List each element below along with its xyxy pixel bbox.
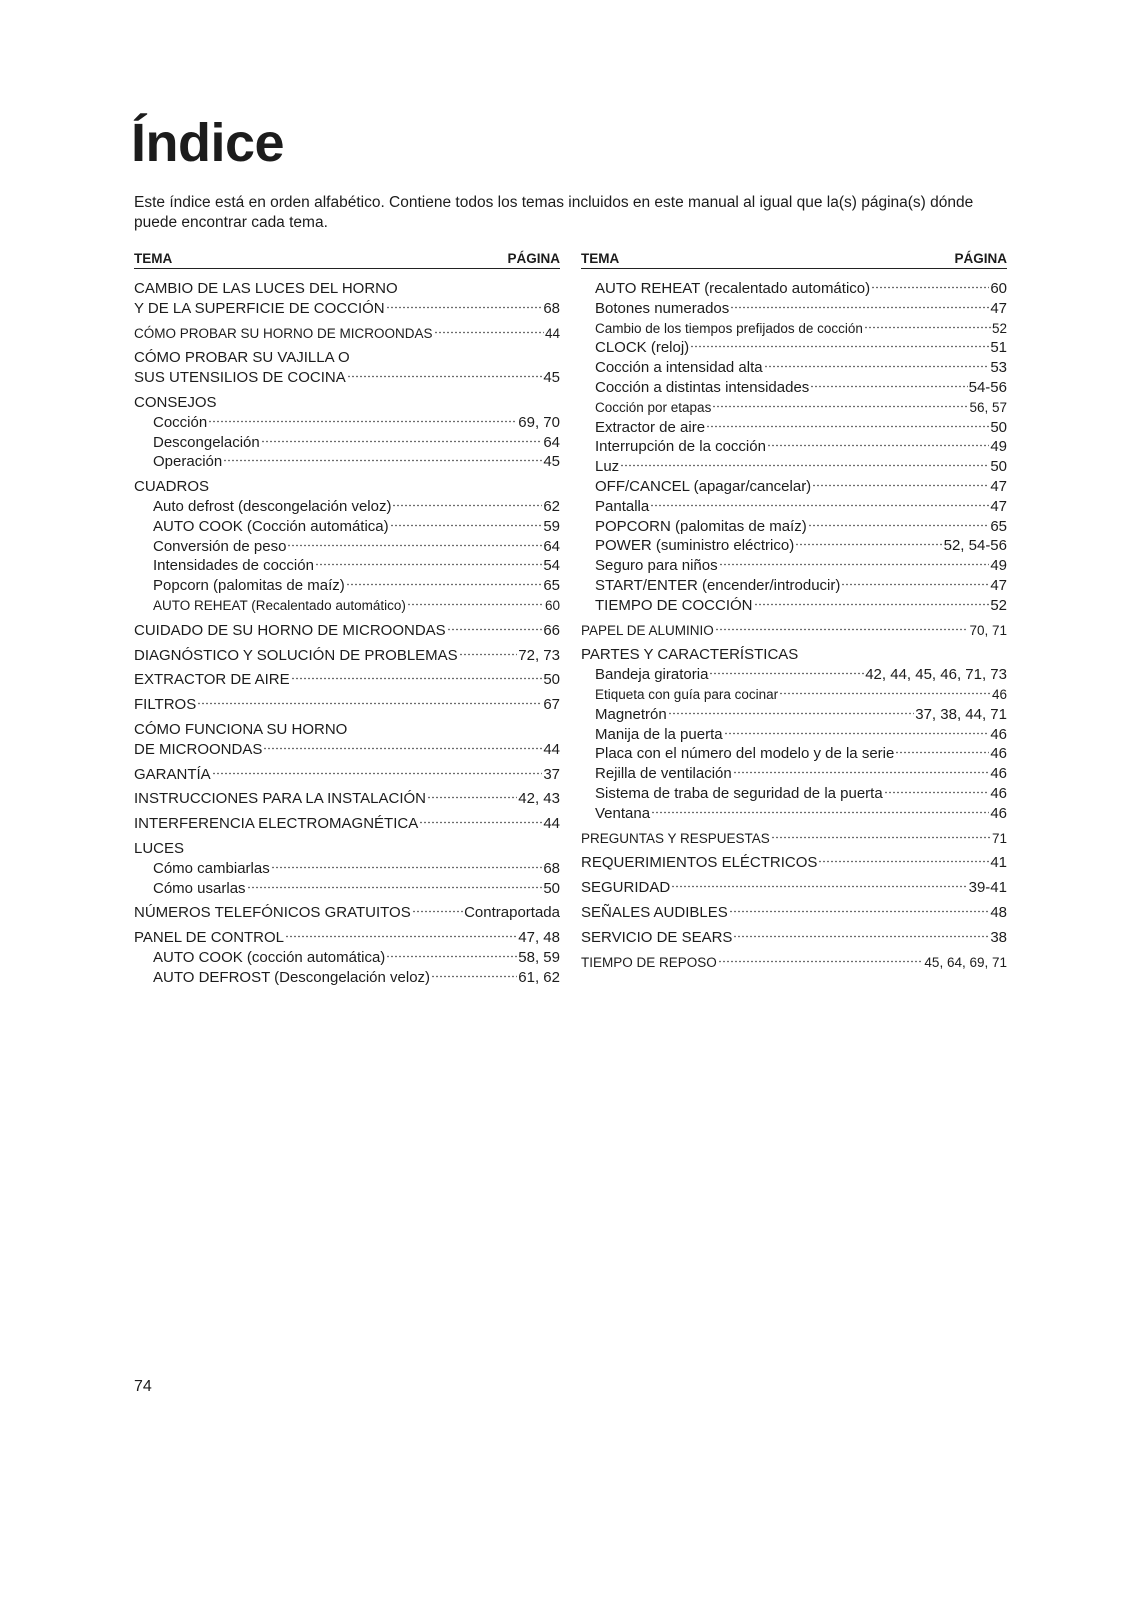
entry-topic: AUTO REHEAT (recalentado automático) — [595, 280, 871, 297]
dot-leader — [754, 602, 990, 607]
dot-leader — [390, 523, 543, 528]
dot-leader — [779, 691, 991, 696]
dot-leader — [690, 344, 989, 349]
entry-page: 68 — [543, 859, 560, 877]
dot-leader — [895, 750, 989, 755]
dot-leader — [412, 909, 463, 914]
index-subentry — [581, 744, 1007, 764]
index-line — [134, 740, 560, 760]
index-entry — [581, 279, 1007, 616]
entry-topic: CUADROS — [134, 478, 210, 496]
index-line — [134, 621, 560, 641]
entry-page: 69, 70 — [518, 413, 560, 431]
index-entry — [581, 853, 1007, 873]
index-entry — [581, 928, 1007, 948]
entry-page: 62 — [543, 497, 560, 515]
index-subentry — [581, 576, 1007, 596]
entry-topic: Popcorn (palomitas de maíz) — [153, 577, 345, 595]
entry-page: 49 — [990, 557, 1007, 575]
index-line — [134, 928, 560, 948]
index-line — [134, 720, 560, 740]
index-subentry — [134, 879, 560, 899]
entry-page: 46 — [990, 765, 1007, 783]
index-entry — [134, 670, 560, 690]
dot-leader — [419, 820, 542, 825]
entry-page: 58, 59 — [518, 948, 560, 966]
dot-leader — [719, 562, 990, 567]
dot-leader — [447, 627, 543, 632]
entry-topic: PREGUNTAS Y RESPUESTAS — [581, 830, 770, 846]
index-entry — [581, 953, 1007, 973]
index-line — [134, 903, 560, 923]
entry-page: 45, 64, 69, 71 — [924, 954, 1007, 970]
entry-topic: Manija de la puerta — [595, 725, 723, 743]
entry-page: 42, 43 — [518, 790, 560, 808]
index-entry — [581, 621, 1007, 641]
dot-leader — [247, 885, 543, 890]
entry-topic: GARANTÍA — [134, 765, 211, 783]
page-title: Índice — [131, 113, 285, 173]
dot-leader — [764, 364, 990, 369]
dot-leader — [223, 458, 542, 463]
index-subentry — [581, 665, 1007, 685]
dot-leader — [271, 865, 543, 870]
index-subentry — [134, 433, 560, 453]
column-header — [134, 250, 560, 269]
entry-topic: Bandeja giratoria — [595, 666, 709, 684]
index-subentry — [581, 725, 1007, 745]
entry-topic: SUS UTENSILIOS DE COCINA — [134, 369, 346, 387]
dot-leader — [208, 419, 517, 424]
entry-page: 52 — [991, 320, 1007, 336]
entry-page: 65 — [543, 577, 560, 595]
entry-topic: Auto defrost (descongelación veloz) — [153, 497, 392, 515]
entry-topic: Cocción — [153, 413, 208, 431]
dot-leader — [724, 731, 990, 736]
entry-topic: INTERFERENCIA ELECTROMAGNÉTICA — [134, 815, 419, 833]
entry-topic: Sistema de traba de seguridad de la puerta — [595, 784, 883, 802]
dot-leader — [287, 543, 542, 548]
index-subentry — [581, 784, 1007, 804]
entry-page: 52, 54-56 — [943, 537, 1007, 555]
index-subentry — [581, 497, 1007, 517]
entry-topic: Rejilla de ventilación — [595, 765, 732, 783]
entry-topic: Botones numerados — [595, 299, 730, 317]
index-line — [581, 621, 1007, 641]
entry-topic: AUTO COOK (Cocción automática) — [153, 517, 389, 535]
dot-leader — [427, 795, 517, 800]
entry-topic: Cómo usarlas — [153, 879, 246, 897]
index-entry — [134, 279, 560, 319]
index-subentry — [134, 452, 560, 472]
index-entries-right — [581, 279, 1007, 972]
entry-page: 64 — [543, 433, 560, 451]
index-line — [134, 299, 560, 319]
index-entry — [134, 765, 560, 785]
dot-leader — [841, 582, 989, 587]
index-line — [134, 839, 560, 859]
entry-topic: Conversión de peso — [153, 537, 287, 555]
topic-header: TEMA — [581, 251, 620, 266]
entry-topic: Interrupción de la cocción — [595, 438, 766, 456]
entry-topic: Operación — [153, 453, 223, 471]
entry-topic: Luz — [595, 458, 620, 476]
entry-topic: Y DE LA SUPERFICIE DE COCCIÓN — [134, 299, 385, 317]
entry-topic: Cómo cambiarlas — [153, 859, 270, 877]
index-entry — [134, 720, 560, 760]
entry-topic: Cocción a intensidad alta — [595, 359, 763, 377]
dot-leader — [767, 443, 989, 448]
entry-page: 67 — [543, 696, 560, 714]
entry-topic: Etiqueta con guía para cocinar — [595, 686, 779, 702]
page-header: PÁGINA — [954, 251, 1007, 266]
entry-topic: CONSEJOS — [134, 393, 217, 411]
dot-leader — [650, 503, 989, 508]
dot-leader — [197, 701, 542, 706]
dot-leader — [733, 934, 989, 939]
entry-page: 64 — [543, 537, 560, 555]
index-subentry — [581, 596, 1007, 616]
entry-page: 44 — [543, 740, 560, 758]
entry-topic: SEÑALES AUDIBLES — [581, 903, 728, 921]
entry-page: 47, 48 — [518, 929, 560, 947]
index-subentry — [581, 457, 1007, 477]
entry-page: 72, 73 — [518, 646, 560, 664]
dot-leader — [346, 582, 543, 587]
entry-page: 61, 62 — [518, 968, 560, 986]
entry-topic: PARTES Y CARACTERÍSTICAS — [581, 646, 799, 664]
entry-page: 47 — [990, 576, 1007, 594]
index-line — [581, 953, 1007, 973]
index-entry — [134, 903, 560, 923]
index-subentry — [581, 338, 1007, 358]
dot-leader — [733, 770, 990, 775]
entry-topic: POPCORN (palomitas de maíz) — [595, 517, 807, 535]
entry-topic: Ventana — [595, 804, 651, 822]
entry-topic: Cocción a distintas intensidades — [595, 378, 810, 396]
entry-page: 50 — [990, 418, 1007, 436]
entry-topic: REQUERIMIENTOS ELÉCTRICOS — [581, 854, 818, 872]
dot-leader — [729, 909, 990, 914]
entry-page: 66 — [543, 621, 560, 639]
entry-page: 38 — [990, 928, 1007, 946]
entry-page: 46 — [990, 745, 1007, 763]
entry-topic: CLOCK (reloj) — [595, 339, 690, 357]
entry-topic: AUTO REHEAT (Recalentado automático) — [153, 597, 406, 613]
entry-topic: CÓMO FUNCIONA SU HORNO — [134, 720, 348, 738]
dot-leader — [812, 483, 989, 488]
dot-leader — [795, 542, 942, 547]
entry-topic: Cambio de los tiempos prefijados de cocción — [595, 320, 863, 336]
dot-leader — [671, 884, 967, 889]
index-line — [134, 695, 560, 715]
index-line — [581, 829, 1007, 849]
index-entry — [134, 393, 560, 472]
entry-page: 60 — [544, 597, 560, 613]
index-subentry — [581, 319, 1007, 339]
topic-header: TEMA — [134, 251, 173, 266]
index-entry — [134, 814, 560, 834]
entry-topic: CUIDADO DE SU HORNO DE MICROONDAS — [134, 621, 446, 639]
index-subentry — [581, 477, 1007, 497]
entry-page: 50 — [543, 879, 560, 897]
index-entry — [134, 839, 560, 898]
entry-topic: Pantalla — [595, 497, 650, 515]
dot-leader — [392, 503, 542, 508]
entry-page: 46 — [991, 686, 1007, 702]
index-line — [134, 670, 560, 690]
entry-page: 44 — [544, 325, 560, 341]
entry-topic: CÓMO PROBAR SU VAJILLA O — [134, 349, 350, 367]
index-line — [134, 765, 560, 785]
index-subentry — [581, 536, 1007, 556]
entry-page: 54-56 — [968, 378, 1007, 396]
entry-page: 71 — [991, 830, 1007, 846]
index-column-right — [581, 250, 1007, 977]
entry-page: 46 — [990, 784, 1007, 802]
entry-topic: NÚMEROS TELEFÓNICOS GRATUITOS — [134, 904, 411, 922]
index-subentry — [581, 398, 1007, 418]
dot-leader — [706, 424, 989, 429]
entry-page: 50 — [990, 458, 1007, 476]
entry-topic: LUCES — [134, 839, 185, 857]
index-entry — [134, 646, 560, 666]
index-line — [581, 645, 1007, 665]
index-subentry — [581, 299, 1007, 319]
column-header — [581, 250, 1007, 269]
index-entry — [581, 645, 1007, 823]
entry-page: 47 — [990, 299, 1007, 317]
entry-page: 51 — [990, 339, 1007, 357]
entry-topic: POWER (suministro eléctrico) — [595, 537, 795, 555]
entry-page: 54 — [543, 557, 560, 575]
index-entry — [134, 789, 560, 809]
entry-page: 46 — [990, 725, 1007, 743]
entry-topic: SERVICIO DE SEARS — [581, 928, 733, 946]
index-line — [134, 279, 560, 299]
index-subentry — [581, 378, 1007, 398]
entry-topic: DIAGNÓSTICO Y SOLUCIÓN DE PROBLEMAS — [134, 646, 458, 664]
entry-page: 45 — [543, 453, 560, 471]
entry-page: 45 — [543, 369, 560, 387]
dot-leader — [712, 404, 968, 409]
index-line — [581, 853, 1007, 873]
index-subentry — [134, 596, 560, 616]
index-entry — [134, 928, 560, 987]
index-subentry — [134, 517, 560, 537]
entry-page: 44 — [543, 815, 560, 833]
entry-topic: EXTRACTOR DE AIRE — [134, 671, 290, 689]
entry-page: 37 — [543, 765, 560, 783]
index-entry — [134, 324, 560, 344]
page-number: 74 — [134, 1378, 152, 1395]
dot-leader — [386, 305, 543, 310]
index-line — [134, 646, 560, 666]
index-line — [134, 789, 560, 809]
index-entry — [134, 695, 560, 715]
entry-topic: Cocción por etapas — [595, 399, 712, 415]
index-subentry — [134, 556, 560, 576]
entry-page: 49 — [990, 438, 1007, 456]
dot-leader — [212, 771, 543, 776]
entry-page: 60 — [990, 280, 1007, 297]
entry-topic: Intensidades de cocción — [153, 557, 314, 575]
index-subentry — [581, 358, 1007, 378]
index-entry — [581, 829, 1007, 849]
index-line — [134, 324, 560, 344]
entry-page: 52 — [990, 596, 1007, 614]
index-subentry — [134, 537, 560, 557]
entry-topic: Placa con el número del modelo y de la serie — [595, 745, 895, 763]
dot-leader — [730, 305, 989, 310]
entry-page: 37, 38, 44, 71 — [915, 705, 1007, 723]
index-entries-left — [134, 279, 560, 988]
index-subentry — [581, 418, 1007, 438]
dot-leader — [718, 959, 924, 964]
dot-leader — [884, 790, 990, 795]
index-subentry — [134, 413, 560, 433]
index-column-left — [134, 250, 560, 993]
index-line — [134, 348, 560, 368]
entry-topic: AUTO DEFROST (Descongelación veloz) — [153, 968, 431, 986]
entry-topic: Descongelación — [153, 433, 260, 451]
dot-leader — [668, 711, 915, 716]
index-subentry — [581, 685, 1007, 705]
entry-page: 53 — [990, 359, 1007, 377]
entry-topic: TIEMPO DE COCCIÓN — [595, 596, 753, 614]
index-subentry — [134, 968, 560, 988]
index-subentry — [581, 764, 1007, 784]
dot-leader — [285, 934, 517, 939]
index-line — [581, 903, 1007, 923]
index-subentry — [134, 859, 560, 879]
entry-topic: INSTRUCCIONES PARA LA INSTALACIÓN — [134, 790, 427, 808]
index-line — [581, 928, 1007, 948]
entry-page: 47 — [990, 497, 1007, 515]
index-entry — [581, 903, 1007, 923]
dot-leader — [347, 374, 543, 379]
entry-page: 70, 71 — [969, 622, 1007, 638]
dot-leader — [315, 562, 542, 567]
dot-leader — [864, 325, 991, 330]
entry-topic: Seguro para niños — [595, 557, 718, 575]
dot-leader — [818, 859, 989, 864]
dot-leader — [871, 285, 989, 290]
entry-page: 56, 57 — [969, 399, 1007, 415]
dot-leader — [434, 330, 544, 335]
entry-topic: OFF/CANCEL (apagar/cancelar) — [595, 477, 812, 495]
dot-leader — [620, 463, 989, 468]
entry-page: 42, 44, 45, 46, 71, 73 — [865, 666, 1007, 684]
index-subentry — [581, 437, 1007, 457]
entry-topic: CAMBIO DE LAS LUCES DEL HORNO — [134, 280, 398, 297]
index-line — [581, 878, 1007, 898]
page-header: PÁGINA — [507, 251, 560, 266]
index-subentry — [581, 556, 1007, 576]
index-subentry — [134, 948, 560, 968]
dot-leader — [771, 835, 991, 840]
entry-topic: PAPEL DE ALUMINIO — [581, 622, 714, 638]
index-subentry — [581, 705, 1007, 725]
index-line — [134, 477, 560, 497]
dot-leader — [386, 954, 517, 959]
entry-page: 48 — [990, 903, 1007, 921]
intro-paragraph: Este índice está en orden alfabético. Contiene todos los temas incluidos en este manual al igual que la(s) página(s) dónde puede encontrar cada tema. — [134, 194, 974, 231]
entry-page: 47 — [990, 477, 1007, 495]
entry-page: 68 — [543, 299, 560, 317]
index-line — [134, 814, 560, 834]
index-subentry — [134, 576, 560, 596]
entry-topic: DE MICROONDAS — [134, 740, 263, 758]
dot-leader — [261, 439, 543, 444]
index-subentry — [134, 497, 560, 517]
entry-topic: Magnetrón — [595, 705, 667, 723]
dot-leader — [715, 627, 969, 632]
index-entry — [134, 621, 560, 641]
entry-page: 59 — [543, 517, 560, 535]
index-line — [134, 393, 560, 413]
entry-page: 50 — [543, 671, 560, 689]
dot-leader — [431, 974, 517, 979]
dot-leader — [407, 602, 544, 607]
index-subentry — [581, 517, 1007, 537]
dot-leader — [808, 523, 990, 528]
dot-leader — [651, 810, 989, 815]
dot-leader — [291, 676, 543, 681]
entry-page: 39-41 — [968, 879, 1007, 897]
entry-topic: FILTROS — [134, 696, 197, 714]
index-line — [134, 368, 560, 388]
index-subentry — [581, 804, 1007, 824]
entry-page: Contraportada — [464, 904, 560, 922]
entry-topic: PANEL DE CONTROL — [134, 929, 285, 947]
entry-page: 41 — [990, 854, 1007, 872]
entry-topic: Extractor de aire — [595, 418, 706, 436]
entry-topic: START/ENTER (encender/introducir) — [595, 576, 841, 594]
index-entry — [134, 348, 560, 388]
dot-leader — [263, 746, 542, 751]
index-entry — [134, 477, 560, 616]
dot-leader — [810, 384, 967, 389]
entry-topic: AUTO COOK (cocción automática) — [153, 948, 386, 966]
entry-page: 46 — [990, 804, 1007, 822]
entry-page: 65 — [990, 517, 1007, 535]
index-subentry — [581, 279, 1007, 299]
entry-topic: CÓMO PROBAR SU HORNO DE MICROONDAS — [134, 325, 433, 341]
entry-topic: SEGURIDAD — [581, 879, 671, 897]
entry-topic: TIEMPO DE REPOSO — [581, 954, 717, 970]
dot-leader — [459, 652, 518, 657]
dot-leader — [709, 671, 864, 676]
index-entry — [581, 878, 1007, 898]
